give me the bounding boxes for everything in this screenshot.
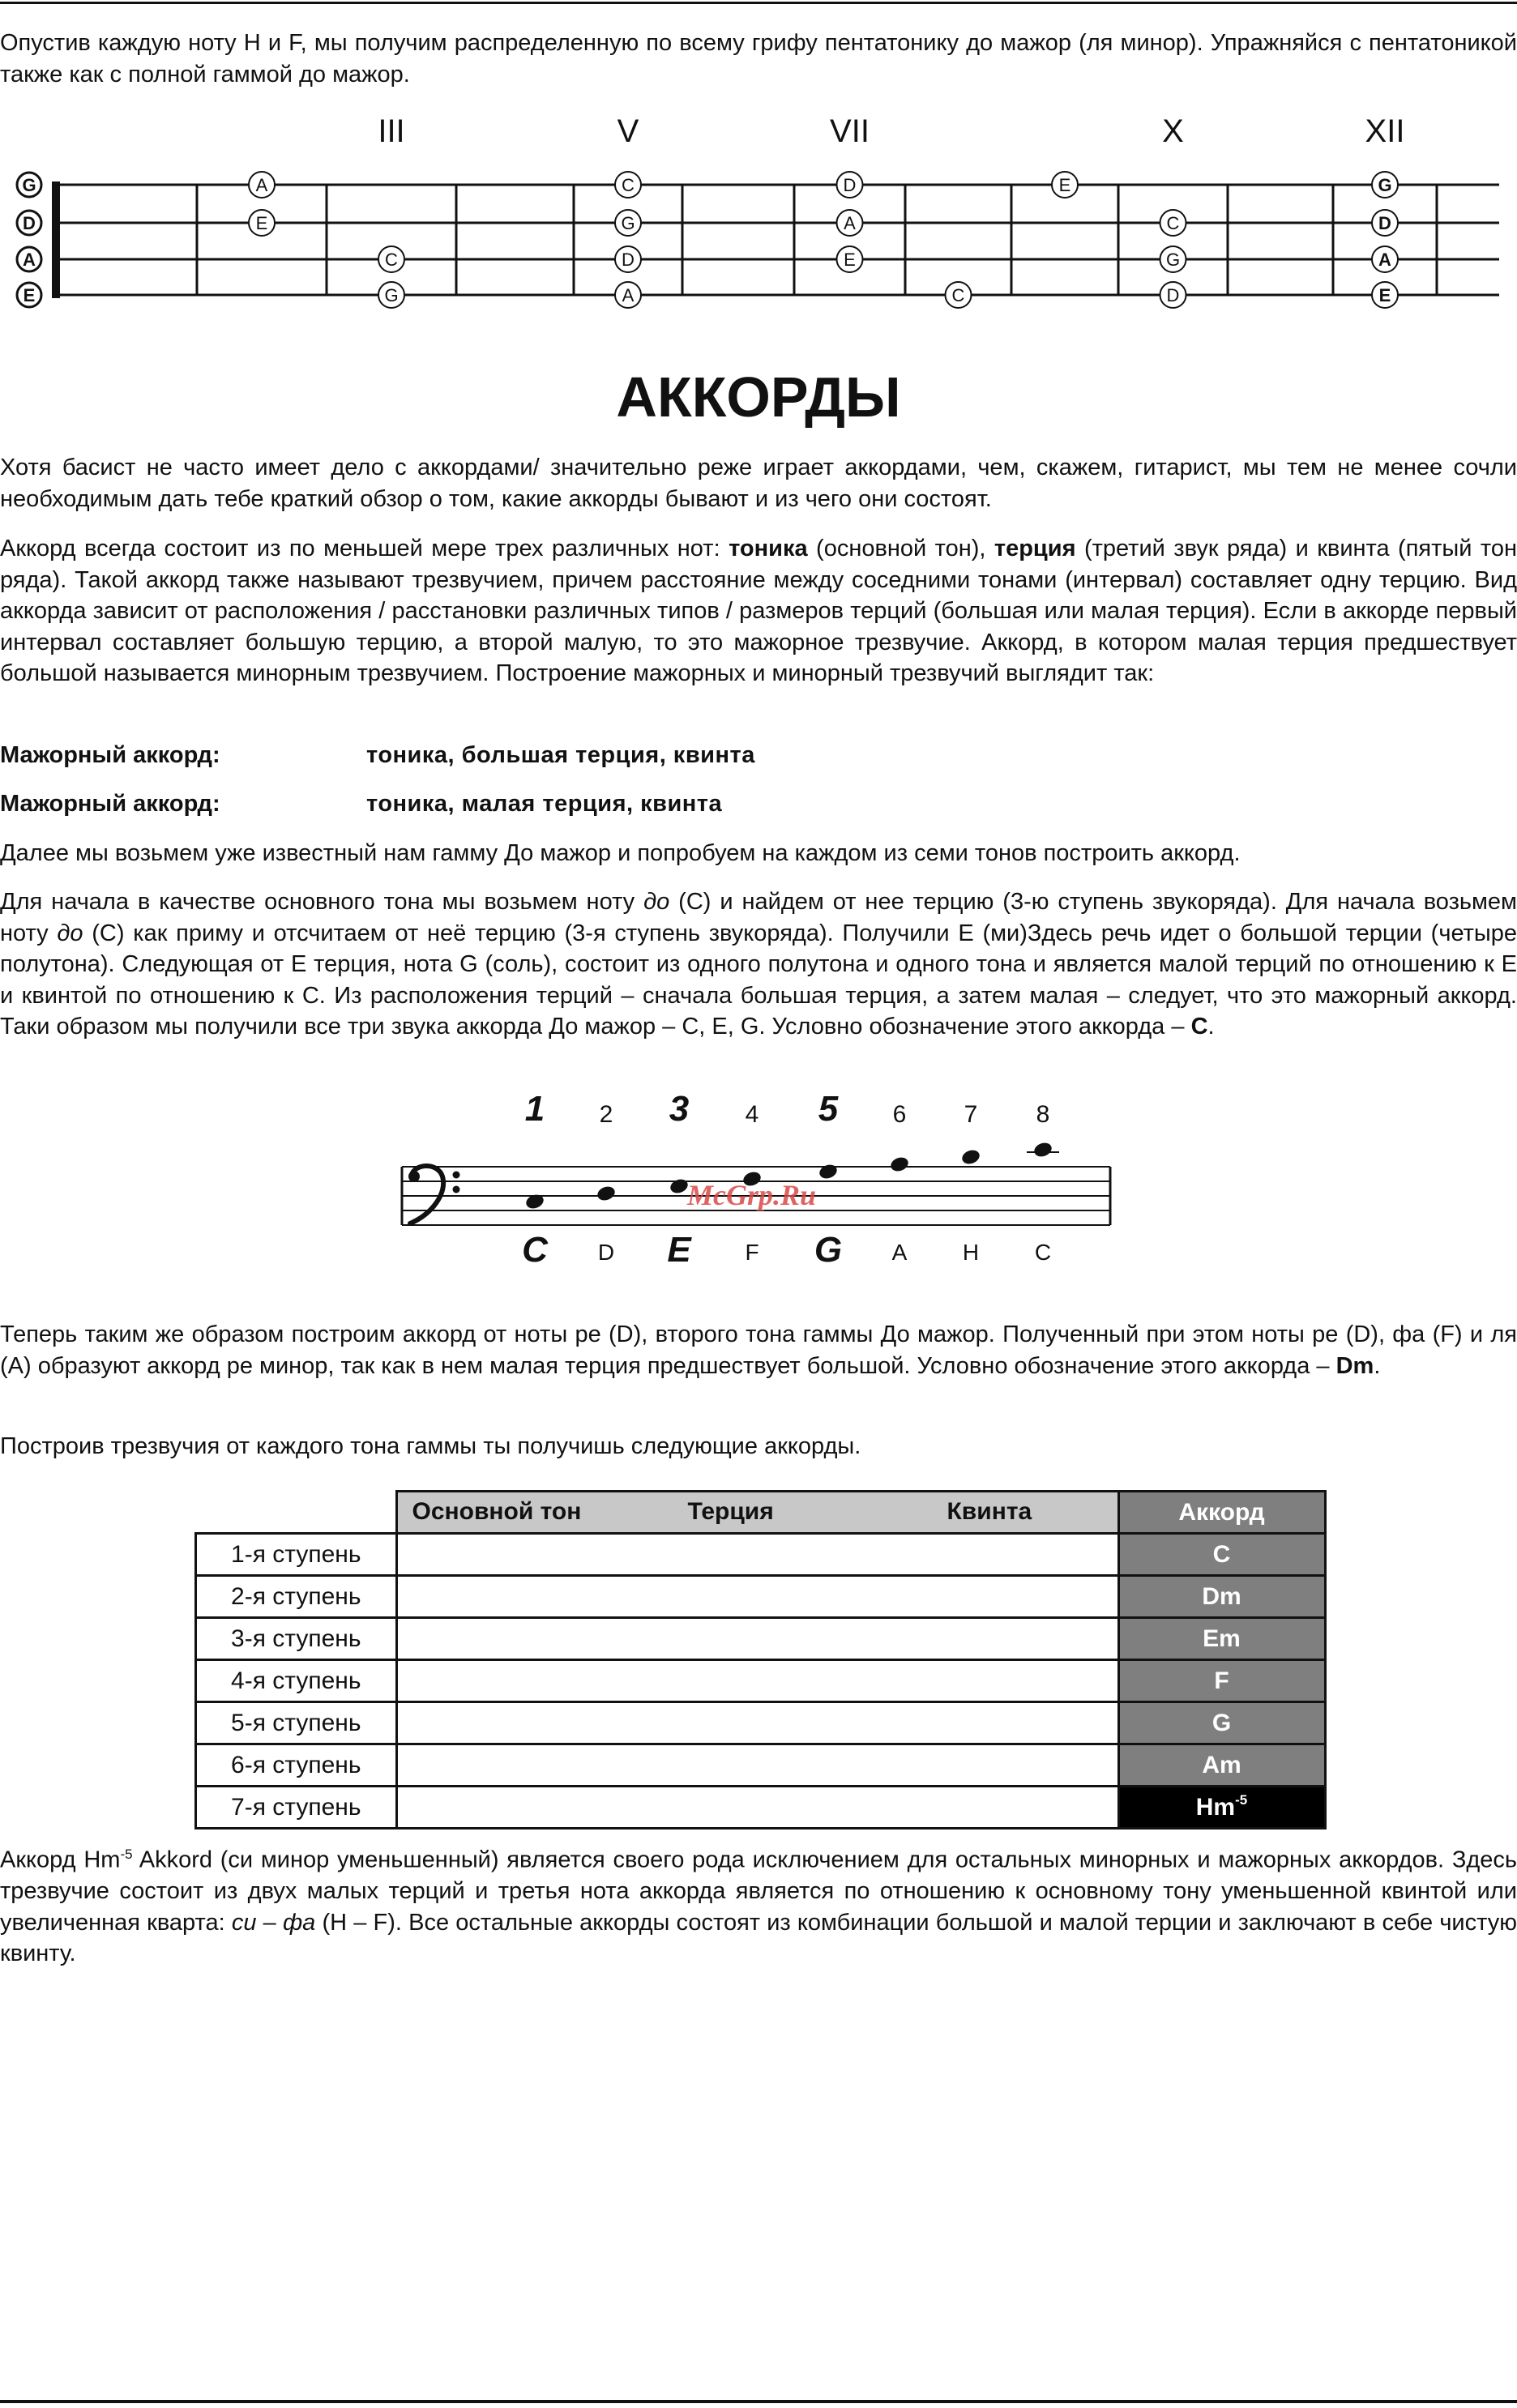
notes-cell [396,1660,1118,1702]
header-root: Основной тон [412,1498,582,1525]
fret-note-text: D [1378,213,1391,233]
fret-note [1372,172,1398,198]
fret-note-text: A [844,213,856,233]
degree-number: 3 [669,1089,690,1129]
fret-note [1372,246,1398,272]
chord-symbol: Hm [1195,1793,1236,1821]
step-cell: 7-я ступень [196,1787,397,1829]
chord-symbol: Dm [1202,1582,1241,1610]
notes-cell [396,1702,1118,1744]
fret-number: III [378,113,405,149]
staff-note [889,1155,910,1174]
fret-note [1052,172,1078,198]
chord-cell [1118,1660,1325,1702]
fret-number: VII [830,113,870,149]
string-label [17,173,41,197]
paragraph-table-intro: Построив трезвучия от каждого тона гаммы ты получишь следующие аккорды. [0,1433,861,1459]
chord-cell [1118,1576,1325,1618]
degree-note-name: C [522,1230,548,1270]
notes-cell [396,1534,1118,1576]
header-third: Терция [687,1498,774,1525]
fret-note [378,246,404,272]
definition-label: Мажорный аккорд: [0,791,220,817]
fret-note [249,172,275,198]
table-header-notes [396,1492,1118,1534]
degree-number: 1 [524,1089,545,1129]
string-label-text: E [23,285,36,305]
chord-cell [1118,1534,1325,1576]
fret-note [837,246,863,272]
table-row [196,1660,1326,1702]
fret-note [1160,282,1186,308]
fret-note-text: A [255,175,268,195]
chord-symbol: F [1214,1667,1229,1694]
fret-note [1160,246,1186,272]
degree-note-name: G [814,1230,843,1270]
fret-note [1160,210,1186,236]
paragraph-chord-structure: Аккорд всегда состоит из по меньшей мере трех различных нот: тоника (основной тон), терция (третий звук ряда) и квинта (пятый тон ряда). Такой аккорд также называют трезвучием, причем расстояние между соседними тонами (интервал) составляет одну терцию. Вид аккорда зависит от расположения / расстановки различных типов / размеров терций (большая или малая терция). Если в аккорде первый интервал составляет большую терцию, а второй малую, то это мажорное трезвучие. Аккорд, в котором малая терция предшествует большой называется минорным трезвучием. Построение мажорных и минорный трезвучий выглядит так: [0,536,1517,686]
fret-number: XII [1365,113,1405,149]
step-cell: 2-я ступень [196,1576,397,1618]
fret-note-text: C [1166,213,1180,233]
notes-cell [396,1744,1118,1787]
fret-note [1372,210,1398,236]
header-chord: Аккорд [1118,1492,1325,1534]
bass-clef-dot-lower [453,1186,460,1193]
degree-note-name: F [745,1240,759,1265]
bass-clef-dot-main [408,1171,420,1182]
fret-number: V [617,113,639,149]
step-cell: 3-я ступень [196,1618,397,1660]
degree-note-name: D [597,1240,615,1265]
step-cell: 6-я ступень [196,1744,397,1787]
paragraph-diminished-chord: Аккорд $Hm^{-5}$ Akkord (си минор уменьшенный) является своего рода исключением для остальных минорных и мажорных аккордов. Здесь трезвучие состоит из двух малых терций и третья нота аккорда является по отношению к основному тону уменьшенной квинтой или увеличенная кварта: си – фа (H – F). Все остальные аккорды состоят из комбинации большой и малой терции и заключают в себе чистую квинту. [0,1847,1517,1967]
top-rule [0,2,1517,4]
fret-note-text: D [1166,285,1180,305]
fret-note-text: E [255,213,268,233]
chord-symbol: Em [1203,1625,1241,1652]
degree-number: 7 [964,1101,978,1128]
fret-note [837,172,863,198]
fret-note-text: D [843,175,857,195]
fret-note [615,282,641,308]
bottom-rule [0,2400,1517,2403]
string-label [17,211,41,235]
degree-number: 4 [745,1101,759,1128]
intro-paragraph: Опустив каждую ноту H и F, мы получим распределенную по всему грифу пентатонику до мажор (ля минор). Упражняйся с пентатоникой также как с полной гаммой до мажор. [0,30,1517,88]
string-label [17,247,41,271]
fret-note-text: C [951,285,965,305]
chord-cell [1118,1744,1325,1787]
chord-superscript: -5 [1235,1791,1248,1808]
chord-cell [1118,1618,1325,1660]
nut [52,181,60,298]
degree-number: 8 [1036,1101,1050,1128]
fret-note-text: A [1378,250,1391,270]
fret-note-text: E [1058,175,1071,195]
definition-value: тоника, большая терция, квинта [366,742,755,768]
step-cell: 1-я ступень [196,1534,397,1576]
degree-note-name: A [891,1240,908,1265]
degree-number: 5 [818,1089,839,1129]
definition-label: Мажорный аккорд: [0,742,220,768]
fret-note [615,172,641,198]
fretboard-diagram [0,113,1517,324]
scale-staff-diagram [0,1086,1517,1280]
chord-symbol: C [1212,1540,1231,1568]
fret-note [837,210,863,236]
staff-note [596,1185,617,1203]
definition-value: тоника, малая терция, квинта [366,791,723,817]
chord-cell [1118,1702,1325,1744]
string-label-text: G [22,175,36,195]
notes-cell [396,1618,1118,1660]
paragraph-c-major-chord: Для начала в качестве основного тона мы возьмем ноту до (C) и найдем от нее терцию (3-ю ступень звукоряда). Для начала возьмем ноту до (C) как приму и отсчитаем от неё терцию (3-я ступень звукоряда). Получили E (ми)Здесь речь идет о большой терции (четыре полутона). Следующая от E терция, нота G (соль), состоит из одного полутона и одного тона и является малой терций по отношению к E и квинтой по отношению к C. Из расположения терций – сначала большая терция, а затем малая – следует, что это мажорный аккорд. Таки образом мы получили все три звука аккорда До мажор – C, E, G. Условно обозначение этого аккорда – C. [0,889,1517,1040]
fret-note-text: G [384,285,399,305]
chord-symbol: G [1211,1709,1232,1736]
notes-cell [396,1576,1118,1618]
fret-note-text: G [1165,250,1181,270]
table-row [196,1618,1326,1660]
fret-note-text: C [622,175,635,195]
fret-note [249,210,275,236]
degree-number: 6 [892,1101,907,1128]
fret-note-text: A [622,285,635,305]
degree-note-name: E [667,1230,691,1270]
degree-number: 2 [599,1101,613,1128]
table-row [196,1744,1326,1787]
fret-note [615,246,641,272]
bass-clef-icon [408,1166,460,1223]
paragraph-scale-chords: Далее мы возьмем уже известный нам гамму До мажор и попробуем на каждом из семи тонов построить аккорд. [0,840,1241,866]
paragraph-d-minor-chord: Теперь таким же образом построим аккорд от ноты ре (D), второго тона гаммы До мажор. Полученный при этом ноты ре (D), фа (F) и ля (A) образуют аккорд ре минор, так как в нем малая терция предшествует большой. Условно обозначение этого аккорда – Dm. [0,1321,1517,1379]
fret-number: X [1162,113,1184,149]
fret-note-text: E [844,250,856,270]
fret-note-text: E [1378,285,1391,305]
fret-note-text: G [1378,175,1392,195]
fret-note [615,210,641,236]
header-fifth: Квинта [947,1498,1032,1525]
fret-note [1372,282,1398,308]
staff-note [960,1148,981,1167]
table-row [196,1576,1326,1618]
degree-note-name: C [1034,1240,1052,1265]
chords-table [194,1490,1327,1829]
step-cell: 5-я ступень [196,1702,397,1744]
paragraph-chords-intro: Хотя басист не часто имеет дело с аккордами/ значительно реже играет аккордами, чем, скажем, гитарист, мы тем не менее сочли необходимым дать тебе краткий обзор о том, какие аккорды бывают и из чего они состоят. [0,455,1517,512]
string-label-text: D [23,213,36,233]
string-label-text: A [23,250,36,270]
step-cell: 4-я ступень [196,1660,397,1702]
chord-symbol: Am [1202,1751,1241,1778]
table-row [196,1702,1326,1744]
string-label [17,283,41,307]
fret-note [378,282,404,308]
fret-note-text: D [622,250,635,270]
fret-note-text: G [621,213,635,233]
bass-clef-dot-upper [453,1172,460,1179]
staff-note [818,1163,839,1181]
watermark: McGrp.Ru [687,1179,817,1211]
table-row [196,1534,1326,1576]
section-title: АККОРДЫ [616,365,901,429]
fret-note [946,282,972,308]
notes-cell [396,1787,1118,1829]
table-row [196,1787,1326,1829]
staff-note [1032,1141,1053,1159]
chord-cell [1118,1787,1325,1829]
fret-note-text: C [385,250,398,270]
degree-note-name: H [962,1240,980,1265]
